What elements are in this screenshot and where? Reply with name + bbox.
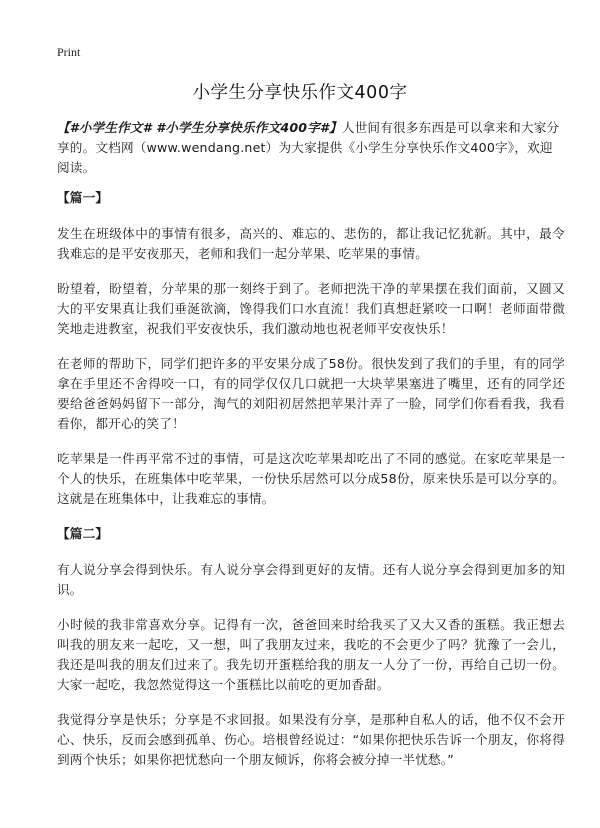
paragraph: 有人说分享会得到快乐。有人说分享会得到更好的友情。还有人说分享会得到更加多的知识。 xyxy=(57,562,565,597)
paragraph: 小时候的我非常喜欢分享。记得有一次，爸爸回来时给我买了又大又香的蛋糕。我正想去叫我的朋友来一起吃，又一想，叫了我朋友过来，我吃的不会更少了吗？犹豫了一会儿，我还是叫我的朋友们过来了。我先切开蛋糕给我的朋友一人分了一份，再给自己切一份。大家一起吃，我忽然觉得这一个蛋糕比以前吃的更加香甜。 xyxy=(57,617,565,692)
paragraph: 我觉得分享是快乐；分享是不求回报。如果没有分享，是那种自私人的话，他不仅不会开心、快乐，反而会感到孤单、伤心。培根曾经说过：“如果你把快乐告诉一个朋友，你将得到两个快乐；如果你把忧愁向一个朋友倾诉，你将会被分掉一半忧愁。” xyxy=(57,712,565,767)
section-2 xyxy=(57,524,565,770)
section-heading: 【篇二】 xyxy=(57,526,109,541)
intro-text: 人世间有很多东西是可以拿来和大家分享的。文档网（www.wendang.net）为大家提供《小学生分享快乐作文400字》，欢迎阅读。 xyxy=(57,120,560,175)
section-1 xyxy=(57,188,565,509)
paragraph: 发生在班级体中的事情有很多，高兴的、难忘的、悲伤的，都让我记忆犹新。其中，最令我难忘的是平安夜那天，老师和我们一起分苹果、吃苹果的事情。 xyxy=(57,226,565,261)
paragraph: 吃苹果是一件再平常不过的事情，可是这次吃苹果却吃出了不同的感觉。在家吃苹果是一个人的快乐，在班集体中吃苹果，一份快乐居然可以分成58份，原来快乐是可以分享的。这就是在班集体中，让我难忘的事情。 xyxy=(57,451,565,506)
print-link[interactable]: Print xyxy=(57,45,81,59)
section-heading: 【篇一】 xyxy=(57,190,109,205)
page-title: 小学生分享快乐作文400字 xyxy=(192,83,408,103)
intro-tag: 【#小学生作文# #小学生分享快乐作文400字#】 xyxy=(57,120,342,135)
intro-paragraph xyxy=(57,118,565,178)
article-body xyxy=(57,118,565,785)
paragraph: 在老师的帮助下，同学们把许多的平安果分成了58份。很快发到了我们的手里，有的同学拿在手里还不舍得咬一口，有的同学仅仅几口就把一大块苹果塞进了嘴里，还有的同学还要给爸爸妈妈留下一部分，淘气的刘阳初居然把苹果汁弄了一脸，同学们你看看我，我看看你，都开心的笑了！ xyxy=(57,356,565,431)
paragraph: 盼望着，盼望着，分苹果的那一刻终于到了。老师把洗干净的苹果摆在我们面前，又圆又大的平安果真让我们垂涎欲滴，馋得我们口水直流！我们真想赶紧咬一口啊！老师面带微笑地走进教室，祝我们平安夜快乐，我们激动地也祝老师平安夜快乐！ xyxy=(57,281,565,336)
